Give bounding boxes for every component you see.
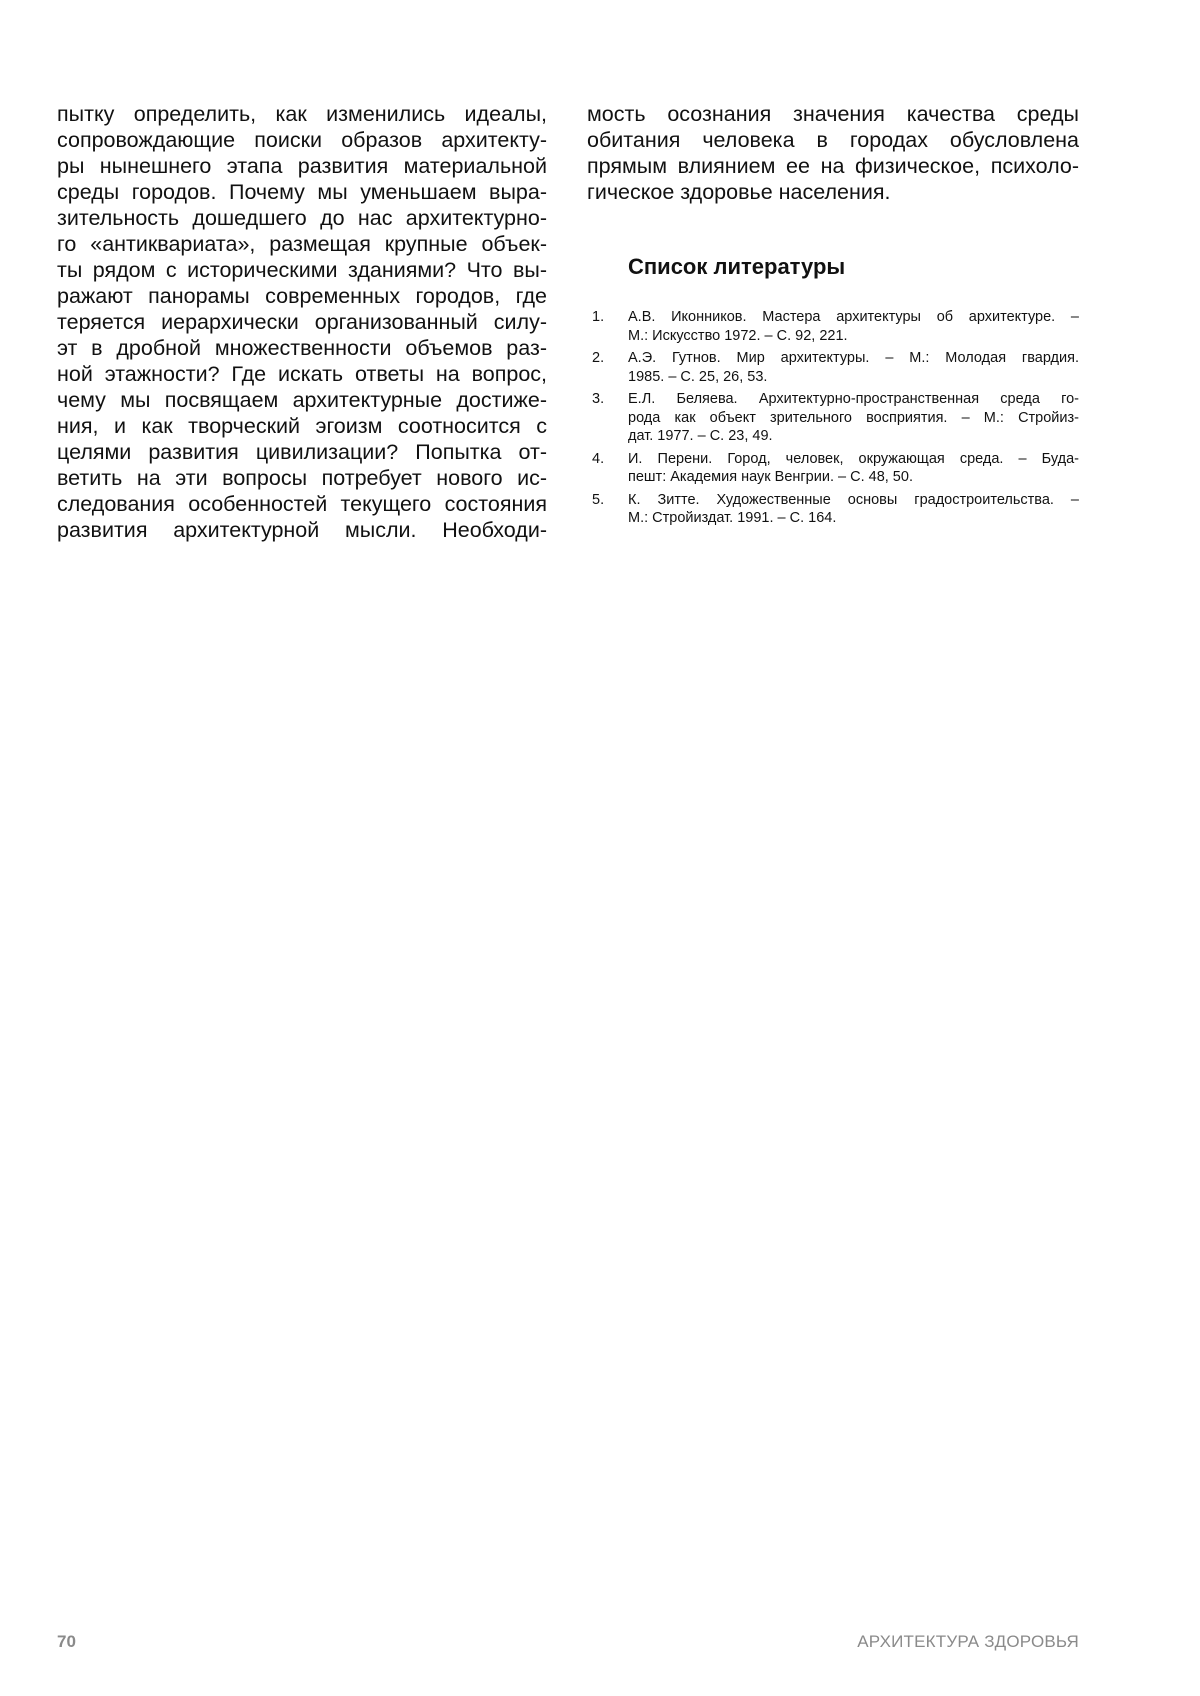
right-text-column bbox=[587, 101, 1079, 205]
reference-number: 2. bbox=[592, 350, 605, 366]
reference-text-line: Е.Л. Беляева. Архитектурно-пространственная среда го- bbox=[628, 391, 1079, 407]
body-text-line: развития архитектурной мысли. Необходи- bbox=[57, 518, 547, 542]
body-text-line: сопровождающие поиски образов архитекту- bbox=[57, 128, 547, 152]
journal-title: АРХИТЕКТУРА ЗДОРОВЬЯ bbox=[857, 1632, 1079, 1651]
reference-text-line: 1985. – С. 25, 26, 53. bbox=[628, 368, 768, 385]
reference-item bbox=[588, 349, 1079, 386]
reference-text-line: А.Э. Гутнов. Мир архитектуры. – М.: Молодая гвардия. bbox=[628, 350, 1079, 366]
body-text-line: ной этажности? Где искать ответы на вопрос, bbox=[57, 362, 547, 386]
body-text-line: среды городов. Почему мы уменьшаем выра- bbox=[57, 180, 547, 204]
body-text-line: теряется иерархически организованный силу- bbox=[57, 310, 547, 334]
body-text-line: ветить на эти вопросы потребует нового ис- bbox=[57, 466, 547, 490]
body-text-line: эт в дробной множественности объемов раз- bbox=[57, 336, 547, 360]
reference-text-line: К. Зитте. Художественные основы градостроительства. – bbox=[628, 491, 1079, 508]
page-number: 70 bbox=[57, 1632, 76, 1651]
reference-text-line: пешт: Академия наук Венгрии. – С. 48, 50. bbox=[628, 469, 913, 485]
reference-number: 1. bbox=[592, 309, 605, 325]
body-text-line: ты рядом с историческими зданиями? Что вы- bbox=[57, 258, 547, 282]
body-text-line: зительность дошедшего до нас архитектурно- bbox=[57, 206, 547, 230]
reference-number: 3. bbox=[592, 391, 605, 407]
reference-number: 5. bbox=[592, 491, 605, 508]
reference-text-line: рода как объект зрительного восприятия. – М.: Стройиз- bbox=[628, 409, 1079, 426]
body-text-line: мость осознания значения качества среды bbox=[587, 102, 1079, 126]
reference-item bbox=[588, 390, 1079, 446]
body-text-line: ражают панорамы современных городов, где bbox=[57, 284, 547, 308]
body-text-line: обитания человека в городах обусловлена bbox=[587, 128, 1079, 152]
reference-text-line: М.: Стройиздат. 1991. – С. 164. bbox=[628, 510, 837, 526]
left-text-column bbox=[57, 101, 547, 543]
reference-item bbox=[588, 491, 1079, 528]
reference-text-line: И. Перени. Город, человек, окружающая среда. – Буда- bbox=[628, 450, 1079, 467]
reference-text-line: А.В. Иконников. Мастера архитектуры об архитектуре. – bbox=[628, 309, 1079, 325]
body-text-line: ния, и как творческий эгоизм соотносится с bbox=[57, 414, 547, 438]
reference-text-line: М.: Искусство 1972. – С. 92, 221. bbox=[628, 327, 848, 344]
body-text-line: ры нынешнего этапа развития материальной bbox=[57, 154, 547, 178]
body-text-line: пытку определить, как изменились идеалы, bbox=[57, 102, 547, 126]
reference-item bbox=[588, 450, 1079, 487]
reference-text-line: дат. 1977. – С. 23, 49. bbox=[628, 428, 773, 444]
reference-number: 4. bbox=[592, 450, 605, 467]
body-text-line: целями развития цивилизации? Попытка от- bbox=[57, 440, 547, 464]
body-text-line: го «антиквариата», размещая крупные объек- bbox=[57, 232, 547, 256]
references-heading: Список литературы bbox=[628, 254, 846, 279]
body-text-line: чему мы посвящаем архитектурные достиже- bbox=[57, 388, 547, 412]
body-text-line: гическое здоровье населения. bbox=[587, 180, 891, 204]
references-list bbox=[588, 308, 1079, 532]
reference-item bbox=[588, 308, 1079, 345]
body-text-line: следования особенностей текущего состояния bbox=[57, 492, 547, 516]
body-text-line: прямым влиянием ее на физическое, психоло- bbox=[587, 154, 1079, 178]
